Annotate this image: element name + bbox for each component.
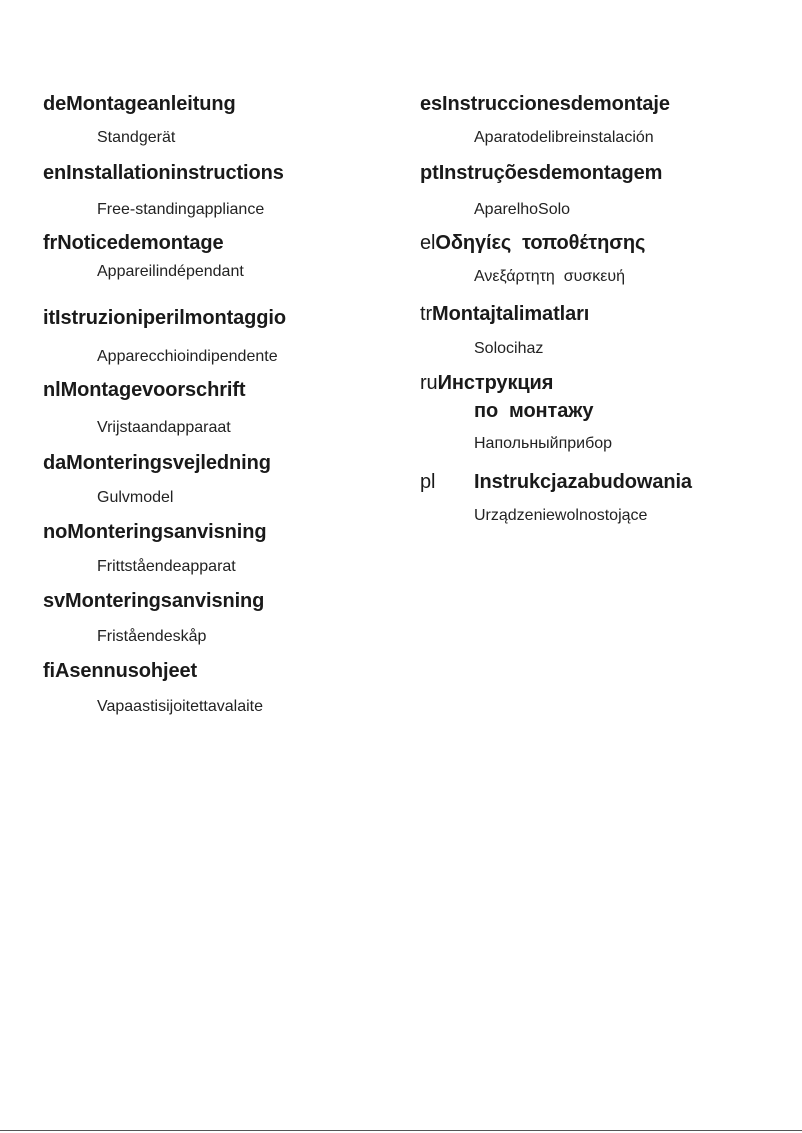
heading-title: Istruzioniperilmontaggio — [55, 307, 286, 329]
subtitle-de: Standgerät — [97, 129, 176, 146]
lang-code: pl — [420, 471, 436, 493]
heading-title: Asennusohjeet — [55, 660, 198, 682]
subtitle-pt: AparelhoSolo — [474, 201, 571, 218]
lang-code: tr — [420, 303, 433, 325]
heading-title: Monteringsanvisning — [65, 590, 265, 612]
lang-code: it — [43, 307, 56, 329]
heading-sv — [43, 589, 264, 613]
subtitle-pl: Urządzeniewolnostojące — [474, 507, 648, 524]
heading-es — [420, 92, 670, 116]
heading-title: Οδηγίες τοποθέτησης — [435, 232, 646, 254]
subtitle-nl: Vrijstaandapparaat — [97, 419, 231, 436]
heading-title: Montajtalimatları — [432, 303, 590, 325]
subtitle-es: Aparatodelibreinstalación — [474, 129, 654, 146]
heading-title: Инструкция — [437, 372, 554, 394]
heading-tr — [420, 302, 589, 326]
subtitle-no: Frittståendeapparat — [97, 558, 236, 575]
lang-code: nl — [43, 379, 61, 401]
subtitle-el: Ανεξάρτητη συσκευή — [474, 268, 625, 285]
heading-title: Monteringsanvisning — [67, 521, 267, 543]
heading-ru-line2: по монтажу — [474, 400, 594, 422]
heading-title: Noticedemontage — [57, 232, 224, 254]
subtitle-en: Free-standingappliance — [97, 201, 265, 218]
heading-pl — [420, 470, 435, 494]
heading-pt — [420, 161, 662, 185]
subtitle-ru: Напольныйприбор — [474, 435, 613, 452]
subtitle-da: Gulvmodel — [97, 489, 174, 506]
heading-title: Instruccionesdemontaje — [442, 93, 670, 115]
bottom-rule — [0, 1130, 802, 1131]
lang-code: el — [420, 232, 436, 254]
lang-code: fi — [43, 660, 56, 682]
lang-code: no — [43, 521, 68, 543]
heading-de — [43, 92, 236, 116]
lang-code: es — [420, 93, 443, 115]
heading-title: Installationinstructions — [66, 162, 284, 184]
heading-title: Montagevoorschrift — [60, 379, 246, 401]
lang-code: fr — [43, 232, 58, 254]
subtitle-fr: Appareilindépendant — [97, 263, 244, 280]
heading-en — [43, 161, 284, 185]
lang-code: da — [43, 452, 67, 474]
lang-code: en — [43, 162, 67, 184]
heading-nl — [43, 378, 245, 402]
heading-el — [420, 231, 645, 255]
lang-code: ru — [420, 372, 438, 394]
subtitle-tr: Solocihaz — [474, 340, 544, 357]
subtitle-sv: Friståendeskåp — [97, 628, 207, 645]
heading-fr — [43, 231, 224, 255]
lang-code: pt — [420, 162, 439, 184]
heading-title: Montageanleitung — [66, 93, 236, 115]
heading-pl-title: Instrukcjazabudowania — [474, 471, 692, 493]
heading-ru — [420, 371, 553, 395]
heading-no — [43, 520, 266, 544]
lang-code: de — [43, 93, 67, 115]
heading-da — [43, 451, 271, 475]
heading-title: Instruçõesdemontagem — [438, 162, 663, 184]
subtitle-fi: Vapaastisijoitettavalaite — [97, 698, 264, 715]
heading-it — [43, 306, 286, 330]
heading-fi — [43, 659, 197, 683]
subtitle-it: Apparecchioindipendente — [97, 348, 278, 365]
heading-title: Monteringsvejledning — [66, 452, 271, 474]
lang-code: sv — [43, 590, 66, 612]
